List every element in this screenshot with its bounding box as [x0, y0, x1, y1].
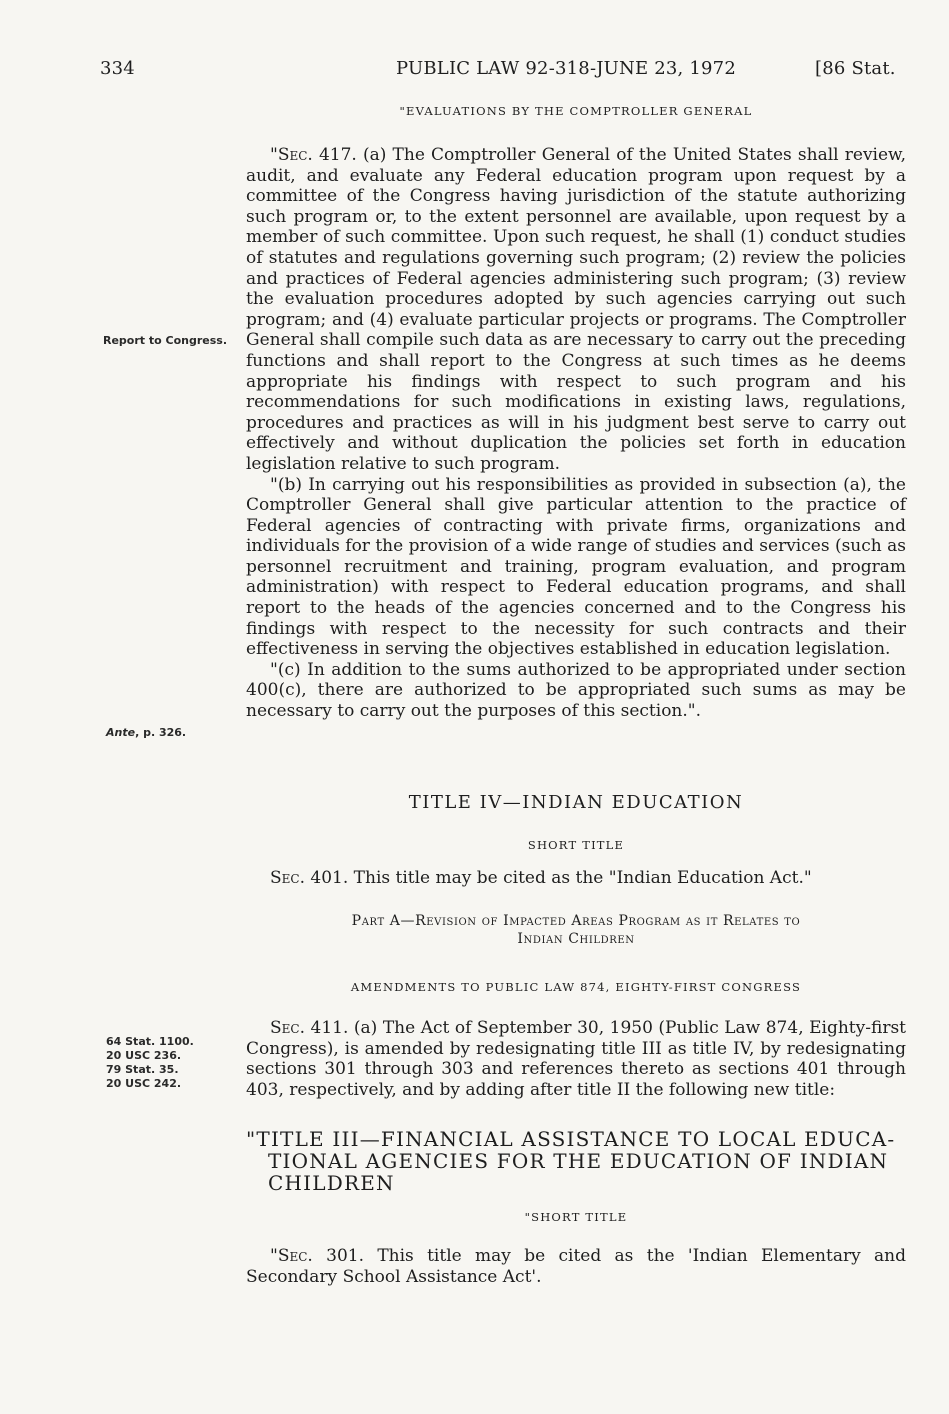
short-title-heading: SHORT TITLE: [527, 838, 625, 852]
paragraph-text: 301. This title may be cited as the 'Indian Elementary and Secondary School Assistance Act'.: [246, 1246, 906, 1287]
page-number: 334: [100, 58, 135, 79]
section-417-text: [246, 145, 906, 722]
section-411-text: [246, 1018, 906, 1100]
paragraph-401: [246, 868, 906, 889]
amendments-heading: AMENDMENTS TO PUBLIC LAW 874, EIGHTY-FIRST CONGRESS: [350, 980, 802, 994]
part-a-heading: [246, 912, 906, 948]
paragraph-301: [246, 1246, 906, 1287]
paragraph-text: 411. (a) The Act of September 30, 1950 (Public Law 874, Eighty-first Congress), is amended by redesignating title III as title IV, by redesignating sections 301 through 303 and references thereto as sections 401 through 403, respectively, and by adding after title II the following new title:: [246, 1018, 906, 1100]
part-a-line: Indian Children: [517, 931, 635, 947]
margin-note-ante: [106, 726, 186, 740]
title-iii-heading: [246, 1128, 906, 1194]
section-lead: "Sec.: [270, 1246, 313, 1266]
ante-page: , p. 326.: [135, 726, 187, 739]
evaluations-heading: "EVALUATIONS BY THE COMPTROLLER GENERAL: [399, 104, 753, 118]
section-301-text: [246, 1246, 906, 1287]
ante-label: Ante: [106, 726, 136, 739]
section-lead: "Sec.: [270, 145, 313, 165]
title-iii-line: "TITLE III—FINANCIAL ASSISTANCE TO LOCAL EDUCA-: [246, 1127, 896, 1151]
section-401-text: [246, 868, 906, 889]
paragraph-417b: "(b) In carrying out his responsibilities as provided in subsection (a), the Comptroller General shall give particular attention to the practice of Federal agencies of contracting with private firms, organizations and individuals for the provision of a wide range of studies and services (such as personnel recruitment and training, program evaluation, and program administration) with respect to Federal education programs, and shall report to the heads of the agencies concerned and to the Congress his findings with respect to the necessity for such contracts and their effectiveness in serving the objectives established in education legislation.: [246, 474, 906, 660]
citation: 79 Stat. 35.: [106, 1063, 179, 1076]
paragraph-411: [246, 1018, 906, 1100]
paragraph-text: 401. This title may be cited as the "Indian Education Act.": [305, 868, 812, 888]
section-lead: Sec.: [270, 1018, 305, 1038]
title-iv-heading: TITLE IV—INDIAN EDUCATION: [408, 792, 744, 813]
part-a-line: Part A—Revision of Impacted Areas Program as it Relates to: [351, 913, 801, 929]
paragraph-417c: "(c) In addition to the sums authorized to be appropriated under section 400(c), there are authorized to be appropriated such sums as may be necessary to carry out the purposes of this section.".: [246, 659, 906, 722]
running-title: PUBLIC LAW 92-318-JUNE 23, 1972: [396, 58, 736, 79]
margin-note-citations: [106, 1035, 194, 1091]
title-iii-line: CHILDREN: [268, 1171, 395, 1195]
paragraph-text: 417. (a) The Comptroller General of the United States shall review, audit, and evaluate any Federal education program upon request by a committee of the Congress having jurisdiction of the statute authorizing such program or, to the extent personnel are available, upon request by a member of such committee. Upon such request, he shall (1) conduct studies of statutes and regulations governing such program; (2) review the policies and practices of Federal agencies administering such program; (3) review the evaluation procedures adopted by such agencies carrying out such program; and (4) evaluate particular projects or programs. The Comptroller General shall compile such data as are necessary to carry out the preceding functions and shall report to the Congress at such times as he deems appropriate his findings with respect to such program and his recommendations for such modifications in existing laws, regulations, procedures and practices as will in his judgment best serve to carry out effectively and without duplication the policies set forth in education legislation relative to such program.: [246, 145, 906, 474]
citation: 20 USC 236.: [106, 1049, 182, 1062]
paragraph-417a: [246, 145, 906, 475]
statute-reference: [86 Stat.: [815, 58, 896, 79]
margin-note-report: Report to Congress.: [103, 334, 228, 347]
short-title-heading-2: "SHORT TITLE: [524, 1210, 628, 1224]
title-iii-line: TIONAL AGENCIES FOR THE EDUCATION OF INDIAN: [268, 1149, 889, 1173]
section-lead: Sec.: [270, 868, 305, 888]
citation: 20 USC 242.: [106, 1077, 182, 1090]
citation: 64 Stat. 1100.: [106, 1035, 194, 1048]
